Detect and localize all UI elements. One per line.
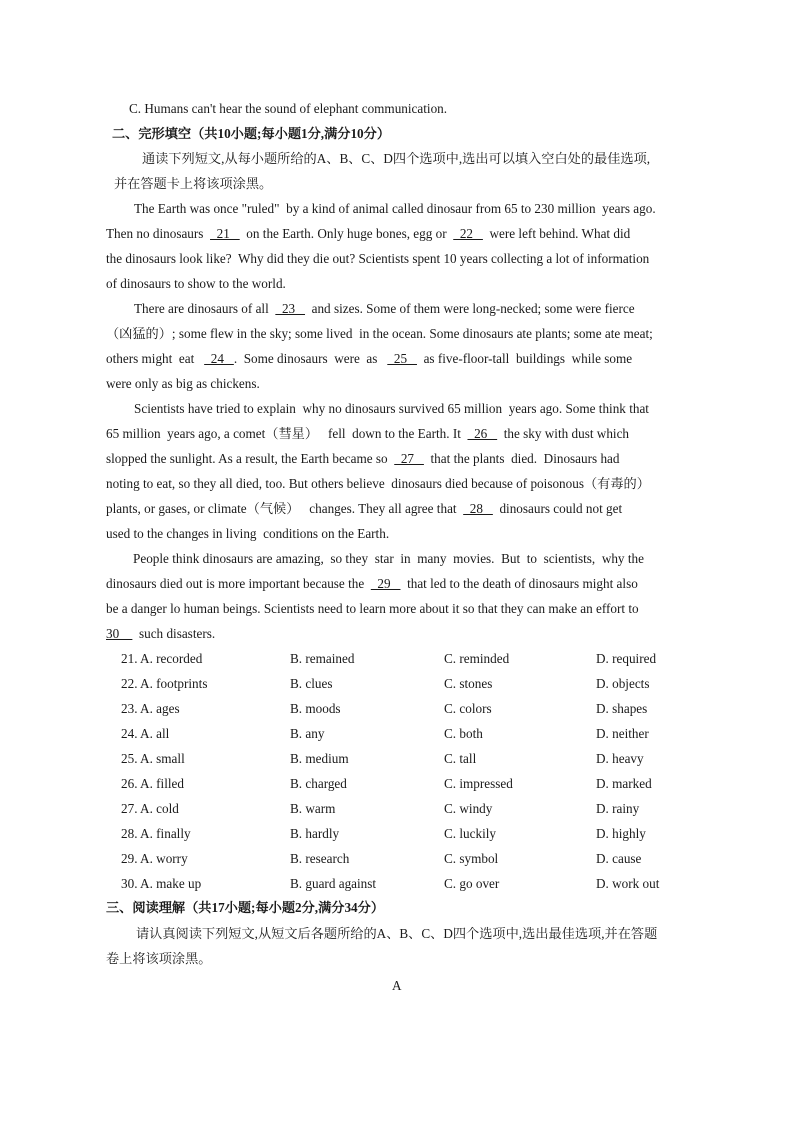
passage-text: plants, or gases, or climate（气候） changes. They all agree that (106, 501, 464, 516)
passage-text: . Some dinosaurs were as (233, 351, 388, 366)
passage-text: slopped the sunlight. As a result, the Earth became so (106, 451, 395, 466)
passage-text: There are dinosaurs of all (134, 301, 276, 316)
option-26-d: D. marked (596, 776, 652, 791)
passage-text: on the Earth. Only huge bones, egg or (239, 226, 454, 241)
passage-text: as five-floor-tall buildings while some (416, 351, 633, 366)
option-27-c: C. windy (444, 801, 493, 816)
answer-blank: 23 (275, 301, 306, 316)
passage-text: （凶猛的）; some flew in the sky; some lived in the ocean. Some dinosaurs ate plants; some ate meat; (106, 326, 653, 341)
passage-text: used to the changes in living conditions on the Earth. (106, 526, 390, 541)
option-22-b: B. clues (290, 676, 333, 691)
option-28-d: D. highly (596, 826, 646, 841)
passage-line (106, 450, 619, 468)
option-26-c: C. impressed (444, 776, 513, 791)
section3-heading: 三、阅读理解（共17小题;每小题2分,满分34分） (106, 900, 385, 915)
passage-line (106, 225, 630, 243)
passage-line (106, 575, 638, 593)
passage-a-label: A (392, 978, 402, 993)
option-22-d: D. objects (596, 676, 650, 691)
option-25-a: 25. A. small (121, 751, 185, 766)
option-25-d: D. heavy (596, 751, 644, 766)
option-24-d: D. neither (596, 726, 649, 741)
option-23-a: 23. A. ages (121, 701, 180, 716)
answer-blank: 29 (370, 576, 401, 591)
passage-line (106, 350, 632, 368)
passage-line (106, 325, 653, 343)
passage-text: the sky with dust which (497, 426, 630, 441)
option-24-b: B. any (290, 726, 325, 741)
passage-line (134, 300, 635, 318)
passage-text: dinosaurs could not get (492, 501, 623, 516)
passage-line (106, 475, 650, 493)
option-21-a: 21. A. recorded (121, 651, 203, 666)
passage-text: were left behind. What did (482, 226, 631, 241)
passage-text: Scientists have tried to explain why no dinosaurs survived 65 million years ago. Some think that (134, 401, 649, 416)
option-23-d: D. shapes (596, 701, 648, 716)
section2-instruction-line1: 通读下列短文,从每小题所给的A、B、C、D四个选项中,选出可以填入空白处的最佳选项, (142, 151, 651, 166)
passage-text: People think dinosaurs are amazing, so they star in many movies. But to scientists, why the (133, 551, 644, 566)
option-28-b: B. hardly (290, 826, 340, 841)
section2-instruction-line2: 并在答题卡上将该项涂黑。 (114, 176, 273, 191)
answer-blank: 28 (463, 501, 493, 516)
passage-text: that led to the death of dinosaurs might also (400, 576, 638, 591)
option-29-b: B. research (290, 851, 350, 866)
option-29-d: D. cause (596, 851, 642, 866)
passage-line (106, 600, 639, 618)
passage-text: and sizes. Some of them were long-necked; some were fierce (305, 301, 635, 316)
passage-text: the dinosaurs look like? Why did they die out? Scientists spent 10 years collecting a lot of information (106, 251, 650, 266)
section3-instruction-line2: 卷上将该项涂黑。 (106, 951, 212, 966)
answer-blank: 24 (204, 351, 234, 366)
option-27-b: B. warm (290, 801, 336, 816)
option-30-a: 30. A. make up (121, 876, 202, 891)
passage-line (134, 200, 656, 218)
answer-blank: 22 (453, 226, 483, 241)
previous-option-c: C. Humans can't hear the sound of elephant communication. (129, 101, 448, 116)
answer-blank: 25 (387, 351, 417, 366)
option-22-a: 22. A. footprints (121, 676, 208, 691)
option-27-a: 27. A. cold (121, 801, 179, 816)
passage-text: Then no dinosaurs (106, 226, 211, 241)
passage-line (106, 500, 622, 518)
option-29-a: 29. A. worry (121, 851, 188, 866)
passage-text: that the plants died. Dinosaurs had (423, 451, 620, 466)
passage-line (133, 550, 644, 568)
option-27-d: D. rainy (596, 801, 640, 816)
passage-text: of dinosaurs to show to the world. (106, 276, 286, 291)
option-28-c: C. luckily (444, 826, 497, 841)
option-21-d: D. required (596, 651, 657, 666)
option-30-d: D. work out (596, 876, 660, 891)
passage-line (134, 400, 649, 418)
option-21-b: B. remained (290, 651, 355, 666)
section3-instruction-line1: 请认真阅读下列短文,从短文后各题所给的A、B、C、D四个选项中,选出最佳选项,并在答题 (136, 926, 658, 941)
passage-text: 65 million years ago, a comet（彗星） fell down to the Earth. It (106, 426, 468, 441)
passage-line (106, 250, 649, 268)
option-30-c: C. go over (444, 876, 500, 891)
passage-text: be a danger lo human beings. Scientists need to learn more about it so that they can make an effort to (106, 601, 639, 616)
passage-text: were only as big as chickens. (106, 376, 260, 391)
passage-line (106, 525, 389, 543)
passage-text: noting to eat, so they all died, too. But others believe dinosaurs died because of poisonous（有毒的） (106, 476, 650, 491)
option-22-c: C. stones (444, 676, 493, 691)
option-26-a: 26. A. filled (121, 776, 185, 791)
option-21-c: C. reminded (444, 651, 510, 666)
passage-line (106, 425, 629, 443)
option-28-a: 28. A. finally (121, 826, 191, 841)
option-25-b: B. medium (290, 751, 349, 766)
option-26-b: B. charged (290, 776, 347, 791)
passage-line (106, 275, 286, 293)
passage-text: The Earth was once "ruled" by a kind of animal called dinosaur from 65 to 230 million years ago. (134, 201, 656, 216)
answer-blank: 21 (210, 226, 240, 241)
answer-blank: 27 (394, 451, 424, 466)
option-30-b: B. guard against (290, 876, 377, 891)
passage-text: such disasters. (132, 626, 216, 641)
answer-blank: 30 (106, 626, 133, 641)
section2-heading: 二、完形填空（共10小题;每小题1分,满分10分） (112, 126, 391, 141)
passage-line (106, 375, 260, 393)
option-29-c: C. symbol (444, 851, 499, 866)
option-24-c: C. both (444, 726, 483, 741)
option-23-c: C. colors (444, 701, 492, 716)
answer-blank: 26 (467, 426, 498, 441)
passage-text: dinosaurs died out is more important because the (106, 576, 371, 591)
option-23-b: B. moods (290, 701, 341, 716)
option-24-a: 24. A. all (121, 726, 170, 741)
passage-text: others might eat (106, 351, 205, 366)
passage-line (106, 625, 215, 643)
option-25-c: C. tall (444, 751, 477, 766)
